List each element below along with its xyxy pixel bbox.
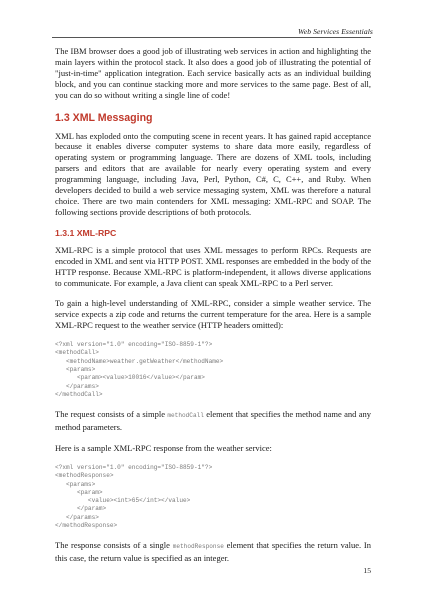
page-body [55,46,371,564]
page-number: 15 [363,566,371,575]
response-text-suffix: element that specifies the return value. In this case, the return value is specified as an integer. [55,540,371,564]
inline-code-methodcall: methodCall [167,412,204,420]
response-text-prefix: The response consists of a single [55,540,173,551]
inline-code-methodresponse: methodResponse [172,543,224,551]
paragraph-xml-rpc: XML-RPC is a simple protocol that uses XML messages to perform RPCs. Requests are encoded in XML and sent via HTTP POST. XML responses are embedded in the body of the HTTP response. Because XML-RPC is platform-independent, it allows diverse applications to communicate. For example, a Java client can speak XML-RPC to a Perl server. [55,244,371,288]
header-rule [52,37,371,38]
paragraph-weather-service: To gain a high-level understanding of XML-RPC, consider a simple weather service. The service expects a zip code and returns the current temperature for the area. Here is a sample XML-RPC request to the weather service (HTTP headers omitted): [55,298,371,331]
running-header: Web Services Essentials [298,27,373,36]
paragraph-response-intro: Here is a sample XML-RPC response from the weather service: [55,443,272,454]
section-heading: 1.3 XML Messaging [55,111,153,124]
paragraph-xml-messaging: XML has exploded onto the computing scene in recent years. It has gained rapid acceptance because it enables diverse computer systems to share data more easily, regardless of operating system or programming language. There are dozens of XML tools, including parsers and editors that are available for nearly every operating system and every programming language, including Java, Perl, Python, C#, C, C++, and Ruby. When developers decided to build a web service messaging system, XML was therefore a natural choice. There are two main contenders for XML messaging: XML-RPC and SOAP. The following sections provide descriptions of both protocols. [55,130,371,217]
paragraph-request-explanation [55,409,371,433]
subsection-heading: 1.3.1 XML-RPC [55,227,117,238]
request-text-prefix: The request consists of a simple [55,409,168,420]
code-block-request: <?xml version="1.0" encoding="ISO-8859-1"?> <methodCall> <methodName>weather.getWeather</methodName> <params> <param><value>10016</value></param> </params> </methodCall> [55,341,224,398]
paragraph-response-explanation [55,540,371,564]
request-text-suffix: element that specifies the method name and any method parameters. [55,409,371,433]
code-block-response: <?xml version="1.0" encoding="ISO-8859-1"?> <methodResponse> <params> <param> <value><int>65</int></value> </param> </params> </methodResponse> [55,463,213,529]
paragraph-intro: The IBM browser does a good job of illustrating web services in action and highlighting the main layers within the protocol stack. It also does a good job of illustrating the potential of "just-in-time" application integration. Each service basically acts as an individual building block, and you can continue stacking more and more services to the same page. Best of all, you can do so without writing a single line of code! [55,46,371,100]
